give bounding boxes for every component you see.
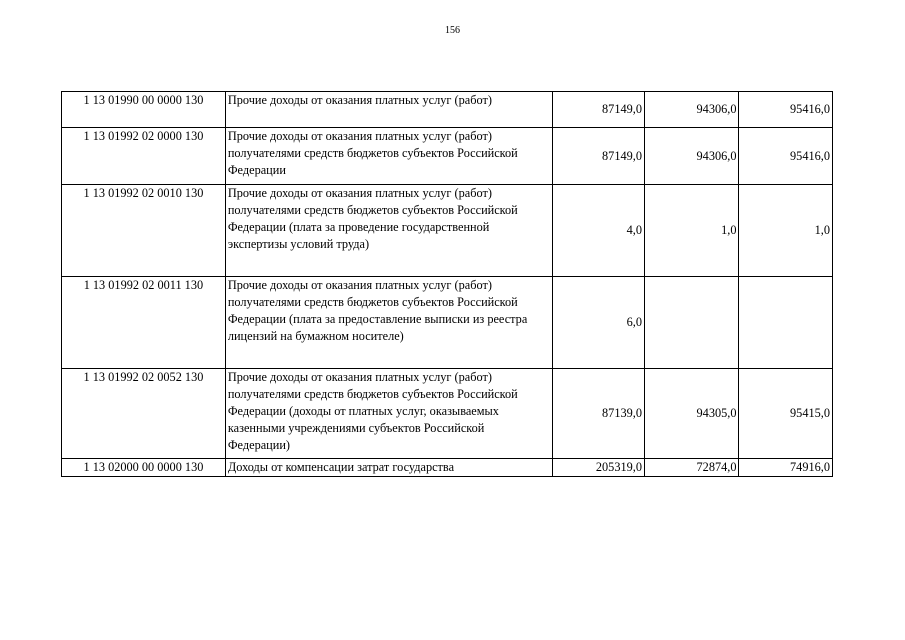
revenue-name-cell: Прочие доходы от оказания платных услуг (работ) получателями средств бюджетов субъектов Российской Федерации (плата за проведение государственной экспертизы условий труда) — [225, 185, 552, 277]
revenue-name-cell: Прочие доходы от оказания платных услуг (работ) получателями средств бюджетов субъектов Российской Федерации (доходы от платных услуг, оказываемых казенными учреждениями субъектов Российской Федерации) — [225, 369, 552, 459]
amount-year3-cell: 95415,0 — [739, 369, 833, 459]
amount-year3-cell: 1,0 — [739, 185, 833, 277]
revenue-name-cell: Прочие доходы от оказания платных услуг (работ) — [225, 92, 552, 128]
amount-year2-cell: 94305,0 — [645, 369, 739, 459]
revenue-code-cell: 1 13 01990 00 0000 130 — [62, 92, 226, 128]
revenue-code-cell: 1 13 02000 00 0000 130 — [62, 459, 226, 477]
revenue-code-cell: 1 13 01992 02 0010 130 — [62, 185, 226, 277]
revenue-code-cell: 1 13 01992 02 0000 130 — [62, 128, 226, 185]
revenue-name-cell: Прочие доходы от оказания платных услуг (работ) получателями средств бюджетов субъектов Российской Федерации — [225, 128, 552, 185]
amount-year3-cell: 95416,0 — [739, 128, 833, 185]
amount-year1-cell: 87139,0 — [552, 369, 644, 459]
table-row — [62, 128, 833, 185]
amount-year3-cell — [739, 277, 833, 369]
revenue-name-cell: Прочие доходы от оказания платных услуг (работ) получателями средств бюджетов субъектов Российской Федерации (плата за предоставление выписки из реестра лицензий на бумажном носителе) — [225, 277, 552, 369]
amount-year2-cell — [645, 277, 739, 369]
table-row — [62, 277, 833, 369]
amount-year2-cell: 94306,0 — [645, 128, 739, 185]
page-number: 156 — [445, 25, 460, 36]
table-row — [62, 92, 833, 128]
amount-year1-cell: 4,0 — [552, 185, 644, 277]
amount-year3-cell: 74916,0 — [739, 459, 833, 477]
amount-year2-cell: 72874,0 — [645, 459, 739, 477]
table-row — [62, 369, 833, 459]
table-row — [62, 459, 833, 477]
amount-year2-cell: 94306,0 — [645, 92, 739, 128]
budget-revenue-table — [61, 91, 833, 477]
amount-year3-cell: 95416,0 — [739, 92, 833, 128]
amount-year1-cell: 6,0 — [552, 277, 644, 369]
amount-year1-cell: 87149,0 — [552, 92, 644, 128]
amount-year1-cell: 205319,0 — [552, 459, 644, 477]
amount-year2-cell: 1,0 — [645, 185, 739, 277]
amount-year1-cell: 87149,0 — [552, 128, 644, 185]
revenue-code-cell: 1 13 01992 02 0052 130 — [62, 369, 226, 459]
revenue-name-cell: Доходы от компенсации затрат государства — [225, 459, 552, 477]
table-row — [62, 185, 833, 277]
revenue-code-cell: 1 13 01992 02 0011 130 — [62, 277, 226, 369]
